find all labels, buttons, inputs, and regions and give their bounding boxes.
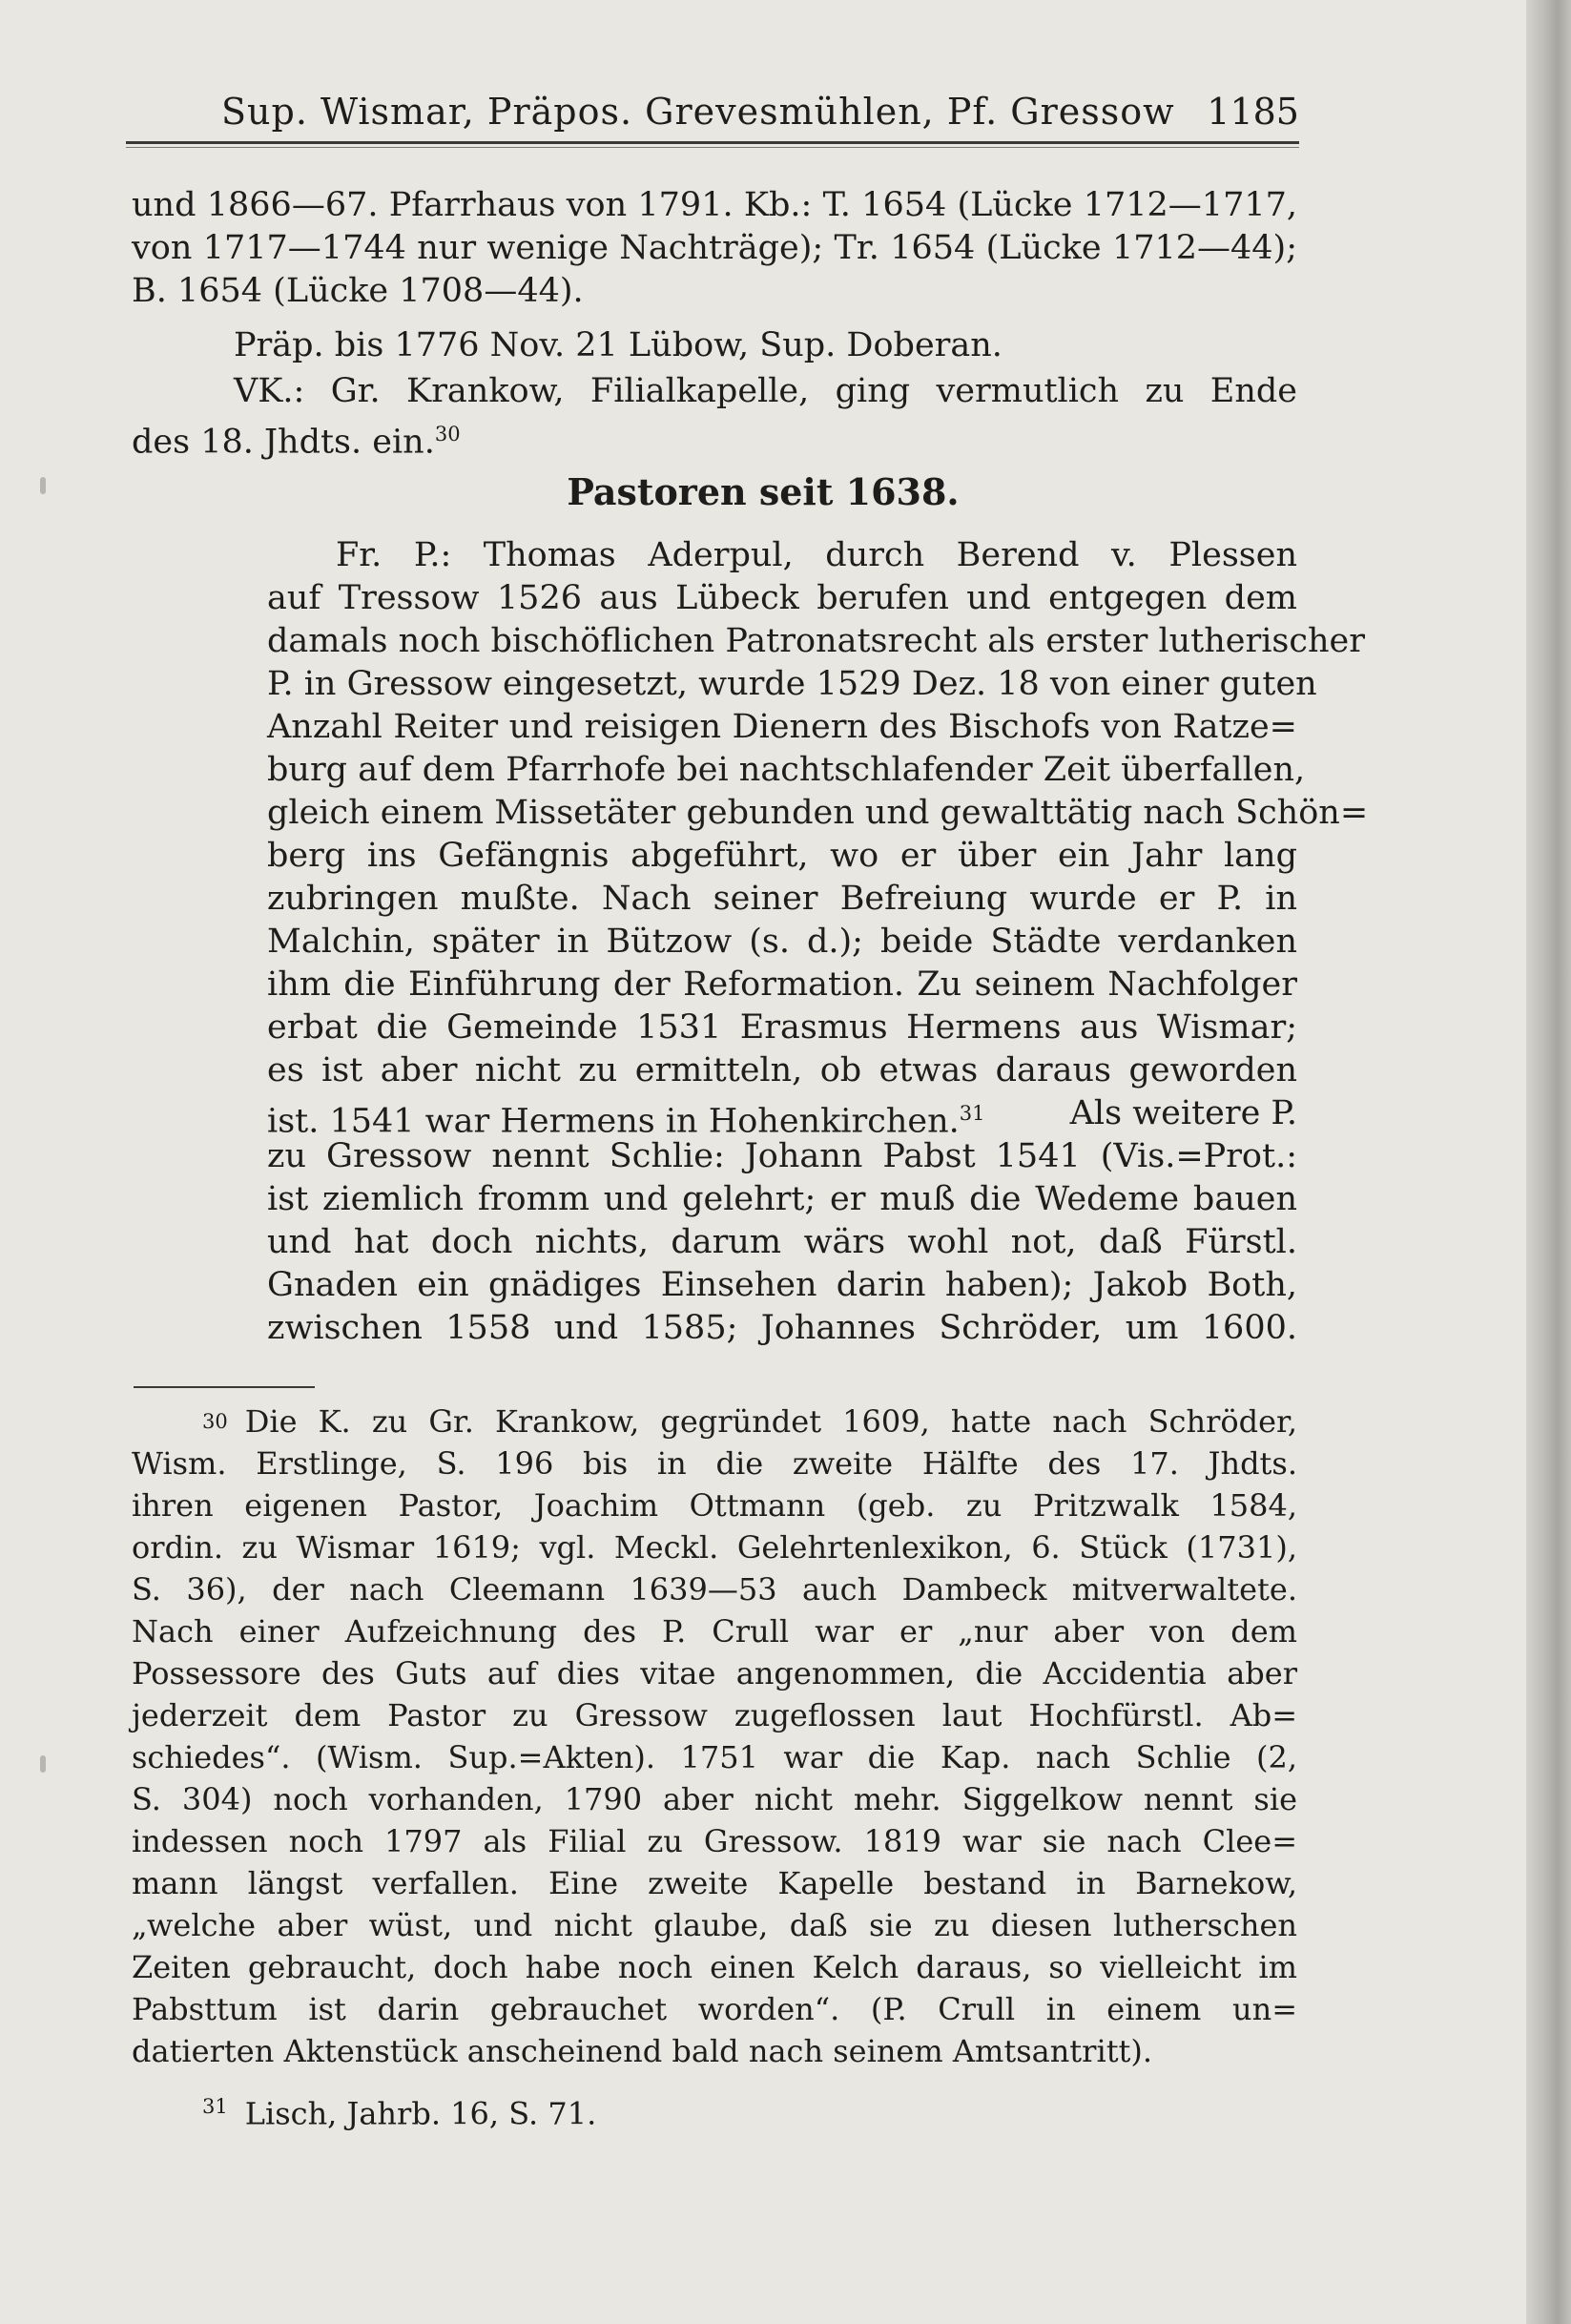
book-binding-edge	[1526, 0, 1571, 2324]
footnote-line: Pabsttum ist darin gebrauchet worden“. (P. Crull in einem un=	[132, 1991, 1297, 2027]
footnote-ref-30: 30	[434, 423, 461, 446]
footnote-line: Die K. zu Gr. Krankow, gegründet 1609, hatte nach Schröder,	[244, 1403, 1297, 1440]
intro-line: von 1717—1744 nur wenige Nachträge); Tr. 1654 (Lücke 1712—44);	[132, 229, 1297, 267]
pastor-line: damals noch bischöflichen Patronatsrecht als erster lutherischer	[267, 622, 1365, 660]
footnote-line: indessen noch 1797 als Filial zu Gressow. 1819 war sie nach Clee=	[132, 1823, 1297, 1859]
pastor-line: zubringen mußte. Nach seiner Befreiung wurde er P. in	[267, 880, 1297, 918]
pastor-line-tail: Als weitere P.	[1069, 1094, 1297, 1132]
pastor-line: ist ziemlich fromm und gelehrt; er muß die Wedeme bauen	[267, 1180, 1297, 1218]
footnote-line: ihren eigenen Pastor, Joachim Ottmann (geb. zu Pritzwalk 1584,	[132, 1487, 1297, 1524]
pastor-line: und hat doch nichts, darum wärs wohl not, daß Fürstl.	[267, 1223, 1297, 1261]
pastor-line: Anzahl Reiter und reisigen Dienern des Bischofs von Ratze=	[267, 708, 1297, 746]
pastor-line: ihm die Einführung der Reformation. Zu seinem Nachfolger	[267, 965, 1297, 1004]
header-rule	[126, 147, 1299, 148]
footnote-ref-31: 31	[959, 1102, 985, 1125]
intro-line: B. 1654 (Lücke 1708—44).	[132, 272, 584, 310]
pastor-line: Gnaden ein gnädiges Einsehen darin haben); Jakob Both,	[267, 1266, 1297, 1304]
footnote-line: Nach einer Aufzeichnung des P. Crull war er „nur aber von dem	[132, 1613, 1297, 1650]
scan-speck	[40, 477, 46, 494]
pastor-line: zu Gressow nennt Schlie: Johann Pabst 1541 (Vis.=Prot.:	[267, 1137, 1297, 1175]
footnote-marker-30: 30	[202, 1410, 228, 1433]
vk-line-end	[132, 413, 1297, 465]
pastor-line: auf Tressow 1526 aus Lübeck berufen und entgegen dem	[267, 579, 1297, 617]
footnote-line: Possessore des Guts auf dies vitae angenommen, die Accidentia aber	[132, 1655, 1297, 1691]
pastor-line: P. in Gressow eingesetzt, wurde 1529 Dez. 18 von einer guten	[267, 665, 1317, 703]
pastor-line: zwischen 1558 und 1585; Johannes Schröder, um 1600.	[267, 1309, 1297, 1347]
footnote-line: jederzeit dem Pastor zu Gressow zugeflossen laut Hochfürstl. Ab=	[132, 1697, 1297, 1733]
footnote-line: S. 304) noch vorhanden, 1790 aber nicht mehr. Siggelkow nennt sie	[132, 1781, 1297, 1817]
praepositur-line: Präp. bis 1776 Nov. 21 Lübow, Sup. Doberan.	[234, 326, 1003, 364]
pastor-line: berg ins Gefängnis abgeführt, wo er über ein Jahr lang	[267, 837, 1297, 875]
footnote-31	[202, 2085, 596, 2135]
footnote-line: ordin. zu Wismar 1619; vgl. Meckl. Gelehrtenlexikon, 6. Stück (1731),	[132, 1529, 1297, 1566]
footnote-line: Wism. Erstlinge, S. 196 bis in die zweite Hälfte des 17. Jhdts.	[132, 1445, 1297, 1482]
footnote-line: datierten Aktenstück anscheinend bald nach seinem Amtsantritt).	[132, 2033, 1153, 2069]
pastor-line: gleich einem Missetäter gebunden und gewalttätig nach Schön=	[267, 794, 1369, 832]
scan-speck	[40, 1755, 46, 1773]
running-header	[126, 88, 1299, 144]
footnote-30-first	[202, 1401, 1297, 1442]
footnote-separator	[134, 1386, 315, 1388]
footnote-line: S. 36), der nach Cleemann 1639—53 auch Dambeck mitverwaltete.	[132, 1571, 1297, 1608]
page-number: 1185	[1207, 91, 1299, 133]
footnote-line: Zeiten gebraucht, doch habe noch einen Kelch daraus, so vielleicht im	[132, 1949, 1297, 1985]
pastor-line: erbat die Gemeinde 1531 Erasmus Hermens aus Wismar;	[267, 1008, 1297, 1047]
pastor-line: Malchin, später in Bützow (s. d.); beide Städte verdanken	[267, 923, 1297, 961]
footnote-line: schiedes“. (Wism. Sup.=Akten). 1751 war die Kap. nach Schlie (2,	[132, 1739, 1297, 1775]
vk-text: des 18. Jhdts. ein.	[132, 423, 435, 462]
pastor-line: Fr. P.: Thomas Aderpul, durch Berend v. Plessen	[336, 536, 1297, 574]
section-heading: Pastoren seit 1638.	[567, 470, 960, 513]
footnote-31-text: Lisch, Jahrb. 16, S. 71.	[244, 2095, 597, 2132]
footnote-line: mann längst verfallen. Eine zweite Kapelle bestand in Barnekow,	[132, 1865, 1297, 1901]
vk-line: VK.: Gr. Krankow, Filialkapelle, ging vermutlich zu Ende	[234, 372, 1297, 410]
footnote-line: „welche aber wüst, und nicht glaube, daß sie zu diesen lutherschen	[132, 1907, 1297, 1943]
pastor-line: es ist aber nicht zu ermitteln, ob etwas daraus geworden	[267, 1051, 1297, 1089]
pastor-line: burg auf dem Pfarrhofe bei nachtschlafender Zeit überfallen,	[267, 751, 1306, 789]
footnote-marker-31: 31	[202, 2095, 228, 2118]
pastor-line-text: ist. 1541 war Hermens in Hohenkirchen.	[267, 1102, 960, 1141]
intro-line: und 1866—67. Pfarrhaus von 1791. Kb.: T. 1654 (Lücke 1712—1717,	[132, 186, 1297, 224]
running-title: Sup. Wismar, Präpos. Grevesmühlen, Pf. Gressow	[221, 91, 1175, 133]
